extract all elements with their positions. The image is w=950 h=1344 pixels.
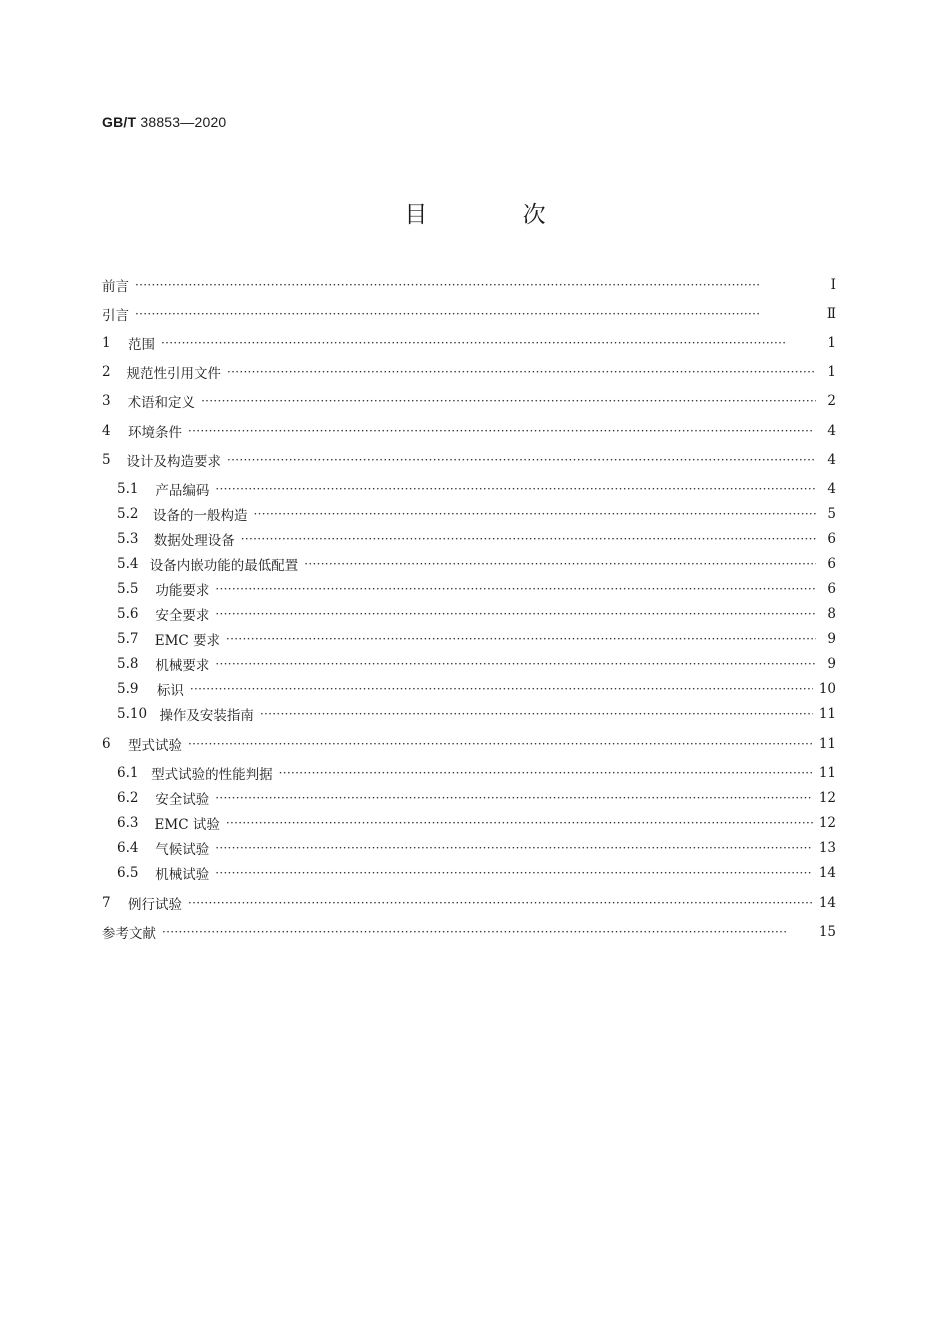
toc-dot-leader: [190, 682, 813, 696]
toc-entry-page: 14: [818, 895, 836, 911]
toc-entry-number: 5.7: [117, 631, 139, 647]
toc-entry-number: 5.4: [117, 556, 139, 572]
toc-dot-leader: [215, 841, 813, 855]
toc-dot-leader: [215, 607, 816, 621]
toc-entry-label: 参考文献: [102, 926, 156, 942]
standard-code: [102, 114, 226, 130]
toc-entry-page: 6: [827, 531, 836, 547]
toc-entry-page: 9: [827, 656, 836, 672]
toc-dot-leader: [188, 896, 813, 910]
toc-entry-label: 型式试验的性能判据: [151, 767, 273, 783]
toc-entry-page: 11: [818, 706, 836, 722]
toc-entry-label: 安全要求: [155, 608, 210, 624]
toc-entry-number: 6.1: [117, 765, 139, 781]
toc-entry-number: 5.5: [117, 581, 139, 597]
toc-dot-leader: [215, 482, 816, 496]
toc-entry[interactable]: [117, 479, 836, 499]
toc-entry-label: 范围: [128, 337, 155, 353]
toc-entry[interactable]: [117, 604, 836, 624]
toc-entry-label: 例行试验: [127, 897, 182, 913]
toc-entry-page: 4: [827, 452, 836, 468]
toc-entry[interactable]: [102, 333, 836, 353]
toc-entry[interactable]: [102, 391, 836, 411]
toc-entry[interactable]: [117, 629, 836, 649]
toc-entry[interactable]: [102, 922, 836, 942]
toc-entry-number: 1: [102, 335, 111, 351]
toc-entry[interactable]: [117, 763, 836, 783]
toc-entry-page: 8: [827, 606, 836, 622]
toc-dot-leader: [226, 816, 813, 830]
toc-entry-label: 前言: [102, 279, 129, 295]
toc-entry-number: 3: [102, 393, 111, 409]
toc-entry[interactable]: [102, 362, 836, 382]
toc-dot-leader: [260, 707, 813, 721]
toc-entry[interactable]: [117, 704, 836, 724]
toc-dot-leader: [215, 657, 816, 671]
toc-entry-number: 6.4: [117, 840, 139, 856]
toc-dot-leader: [279, 766, 813, 780]
toc-entry-page: 10: [818, 681, 836, 697]
toc-entry-label: 设备内嵌功能的最低配置: [149, 558, 299, 574]
toc-entry-label: 规范性引用文件: [126, 366, 221, 382]
standard-prefix: GB/T: [102, 114, 137, 130]
toc-entry[interactable]: [117, 529, 836, 549]
toc-entry-page: 11: [818, 765, 836, 781]
toc-entry-label: 标识: [156, 683, 184, 699]
toc-dot-leader: [253, 507, 816, 521]
toc-entry[interactable]: [117, 504, 836, 524]
toc-entry-page: 2: [827, 393, 836, 409]
toc-dot-leader: [201, 394, 816, 408]
toc-entry-page: 6: [827, 556, 836, 572]
toc-dot-leader: [188, 737, 813, 751]
toc-entry[interactable]: [117, 863, 836, 883]
toc-entry-number: 5.10: [117, 706, 148, 722]
toc-entry[interactable]: [102, 734, 836, 754]
toc-dot-leader: [215, 791, 813, 805]
toc-dot-leader: [215, 582, 816, 596]
toc-entry-page: 4: [827, 423, 836, 439]
toc-entry-page: Ⅰ: [830, 277, 836, 293]
page-title: 目 次: [404, 202, 590, 228]
toc-dot-leader: [135, 307, 816, 321]
toc-entry[interactable]: [117, 788, 836, 808]
toc-dot-leader: [226, 632, 816, 646]
toc-entry-page: 1: [827, 364, 836, 380]
toc-entry[interactable]: [102, 304, 836, 324]
toc-entry-number: 5.6: [117, 606, 139, 622]
toc-entry-number: 5.9: [117, 681, 139, 697]
toc-dot-leader: [161, 336, 816, 350]
toc-entry-number: 4: [102, 423, 111, 439]
toc-entry-label: 安全试验: [155, 792, 210, 808]
toc-entry[interactable]: [102, 450, 836, 470]
toc-entry[interactable]: [102, 275, 836, 295]
toc-dot-leader: [304, 557, 816, 571]
toc-entry-number: 6: [102, 736, 111, 752]
toc-entry-page: 1: [827, 335, 836, 351]
toc-entry-label: 产品编码: [155, 483, 210, 499]
toc-entry-page: 15: [818, 924, 836, 940]
toc-entry-label: EMC 试验: [154, 817, 220, 833]
toc-entry-number: 5: [102, 452, 111, 468]
standard-number: 38853—2020: [140, 114, 227, 130]
toc-dot-leader: [162, 925, 813, 939]
toc-entry-label: EMC 要求: [154, 633, 221, 649]
toc-entry-number: 6.3: [117, 815, 139, 831]
toc-entry-label: 设计及构造要求: [126, 454, 221, 470]
toc-entry-number: 5.1: [117, 481, 139, 497]
toc-entry-label: 操作及安装指南: [159, 708, 254, 724]
toc-dot-leader: [215, 866, 813, 880]
toc-entry[interactable]: [117, 654, 836, 674]
toc-entry-page: Ⅱ: [826, 306, 836, 322]
toc-entry-label: 设备的一般构造: [152, 508, 248, 524]
toc-entry-page: 4: [827, 481, 836, 497]
toc-entry-label: 机械试验: [155, 867, 210, 883]
toc-dot-leader: [135, 278, 816, 292]
toc-entry-number: 6.2: [117, 790, 139, 806]
toc-entry-number: 5.8: [117, 656, 139, 672]
toc-entry-page: 12: [818, 815, 836, 831]
toc-entry-page: 13: [818, 840, 836, 856]
toc-entry-page: 5: [827, 506, 836, 522]
toc-entry-label: 机械要求: [155, 658, 210, 674]
toc-entry-page: 14: [818, 865, 836, 881]
toc-entry-label: 功能要求: [155, 583, 210, 599]
toc-entry[interactable]: [102, 893, 836, 913]
toc-dot-leader: [227, 453, 816, 467]
toc-entry-label: 气候试验: [155, 842, 210, 858]
toc-entry-number: 6.5: [117, 865, 139, 881]
toc-dot-leader: [241, 532, 816, 546]
toc-entry-label: 数据处理设备: [153, 533, 235, 549]
toc-entry[interactable]: [117, 554, 836, 574]
toc-entry[interactable]: [117, 679, 836, 699]
toc-entry-label: 引言: [102, 308, 129, 324]
toc-entry-label: 环境条件: [128, 425, 182, 441]
toc-entry[interactable]: [117, 579, 836, 599]
toc-entry-page: 9: [827, 631, 836, 647]
toc-dot-leader: [188, 424, 816, 438]
toc-entry-number: 2: [102, 364, 111, 380]
toc-entry-label: 型式试验: [127, 738, 182, 754]
toc-entry-label: 术语和定义: [127, 395, 196, 411]
toc-entry-page: 12: [818, 790, 836, 806]
toc-entry-number: 5.3: [117, 531, 139, 547]
toc-entry[interactable]: [117, 838, 836, 858]
toc-dot-leader: [227, 365, 816, 379]
toc-entry-number: 7: [102, 895, 111, 911]
toc-entry-page: 6: [827, 581, 836, 597]
toc-entry-page: 11: [818, 736, 836, 752]
toc-entry-number: 5.2: [117, 506, 139, 522]
toc-entry[interactable]: [117, 813, 836, 833]
toc-entry[interactable]: [102, 421, 836, 441]
